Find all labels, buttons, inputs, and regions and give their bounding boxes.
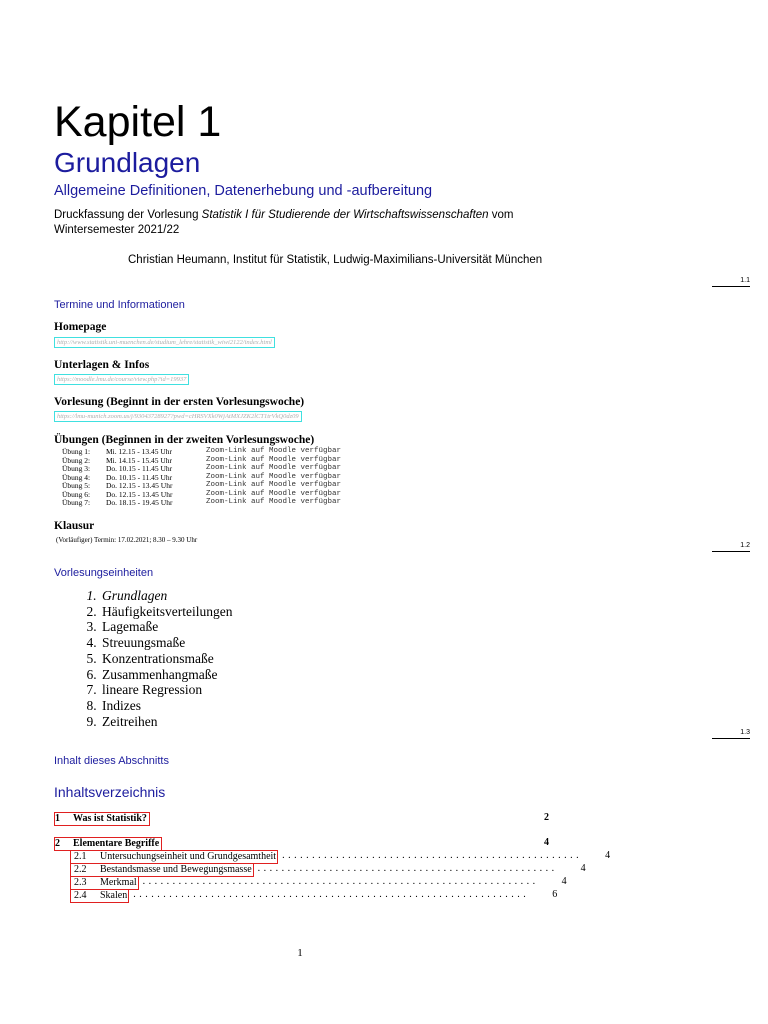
print-note-course: Statistik I für Studierende der Wirtschaftswissenschaften: [201, 209, 489, 221]
author-line: Christian Heumann, Institut für Statistik, Ludwig-Maximilians-Universität München: [128, 254, 543, 266]
list-item: 3. Lagemaße: [100, 619, 232, 635]
klausur-date: (Vorläufiger) Termin: 17.02.2021; 8.30 – 9.30 Uhr: [56, 536, 198, 544]
toc-subsection-entry[interactable]: [70, 876, 567, 890]
slide-number: 1.2: [740, 542, 750, 549]
print-note: [54, 208, 574, 238]
toc-subsection-title: Untersuchungseinheit und Grundgesamtheit: [100, 851, 277, 862]
toc-section-title: Was ist Statistik?: [73, 813, 147, 824]
uebung-info: Zoom-Link auf Moodle verfügbar: [206, 455, 342, 464]
toc-section-entry[interactable]: [54, 837, 549, 851]
homepage-heading: Homepage: [54, 321, 107, 333]
toc-link[interactable]: [54, 812, 150, 826]
uebung-info: Zoom-Link auf Moodle verfügbar: [206, 464, 342, 472]
list-item: 2. Häufigkeitsverteilungen: [100, 604, 232, 620]
toc-link[interactable]: [70, 876, 139, 890]
lecture-units-list: [82, 588, 232, 729]
toc-page: 2: [544, 812, 549, 823]
list-item: 9. Zeitreihen: [100, 714, 232, 730]
uebungen-heading: Übungen (Beginnen in der zweiten Vorlesungswoche): [54, 434, 315, 446]
list-item: 1. Grundlagen: [100, 588, 232, 604]
uebung-name: Übung 2:: [62, 455, 91, 465]
print-note-prefix: Druckfassung der Vorlesung: [54, 209, 202, 221]
homepage-link[interactable]: http://www.statistik.uni-muenchen.de/studium_lehre/statistik_wiwi2122/index.html: [54, 337, 275, 348]
toc-page: 6: [552, 889, 558, 900]
zoom-link[interactable]: https://lmu-munich.zoom.us/j/93043728927?pwd=cHRSVXk0WjAtMXJZK2lCT1trVkQ0dz09: [54, 411, 302, 422]
toc-leader: ..................................................................: [142, 876, 539, 887]
toc-section-entry[interactable]: [54, 812, 549, 826]
slide-separator: [712, 738, 750, 739]
toc-link[interactable]: [70, 863, 254, 877]
section-title-inhalt: Inhalt dieses Abschnitts: [54, 755, 169, 767]
section-title-termine: Termine und Informationen: [54, 299, 185, 311]
toc-number: 1: [55, 813, 60, 824]
toc-number: 2.3: [74, 877, 87, 888]
uebung-info: Zoom-Link auf Moodle verfügbar: [206, 481, 342, 489]
list-item: 6. Zusammenhangmaße: [100, 667, 232, 683]
uebung-time: Do. 18.15 - 19.45 Uhr: [106, 498, 173, 507]
uebung-time: Do. 10.15 - 11.45 Uhr: [106, 472, 173, 482]
uebung-name: Übung 4:: [62, 472, 91, 482]
toc-page: 4: [605, 850, 611, 861]
print-note-suffix: vom Wintersemester 2021/22: [54, 209, 514, 236]
uebung-name: Übung 5:: [62, 481, 91, 490]
toc-subsection-title: Bestandsmasse und Bewegungsmasse: [100, 864, 252, 875]
toc-page: 4: [580, 863, 586, 874]
chapter-subtitle-secondary: Allgemeine Definitionen, Datenerhebung und -aufbereitung: [54, 183, 433, 199]
uebung-time: Mi. 12.15 - 13.45 Uhr: [106, 447, 173, 456]
uebung-name: Übung 1:: [62, 447, 91, 456]
toc-page: 4: [544, 837, 549, 848]
toc-number: 2.2: [74, 864, 87, 875]
slide-separator: [712, 551, 750, 552]
toc-subsection-title: Merkmal: [100, 877, 137, 888]
toc-subsection-entry[interactable]: [70, 889, 558, 903]
toc-subsection-title: Skalen: [100, 890, 128, 901]
section-title-einheiten: Vorlesungseinheiten: [54, 567, 154, 579]
toc-number: 2: [55, 838, 60, 849]
moodle-link[interactable]: https://moodle.lmu.de/course/view.php?id=19937: [54, 374, 189, 385]
uebung-info: Zoom-Link auf Moodle verfügbar: [206, 498, 342, 506]
uebung-name: Übung 7:: [62, 498, 91, 507]
chapter-title: Kapitel 1: [54, 98, 222, 146]
uebung-time: Do. 12.15 - 13.45 Uhr: [106, 489, 173, 499]
toc-leader: ..................................................................: [133, 889, 530, 900]
toc-link[interactable]: [70, 850, 278, 864]
toc-subsection-entry[interactable]: [70, 863, 586, 877]
toc-subsection-entry[interactable]: [70, 850, 611, 864]
toc-link[interactable]: [70, 889, 129, 903]
slide-number: 1.3: [740, 729, 750, 736]
toc-leader: ..................................................: [257, 863, 558, 874]
unterlagen-heading: Unterlagen & Infos: [54, 359, 150, 371]
uebung-info: Zoom-Link auf Moodle verfügbar: [206, 472, 342, 481]
slide-separator: [712, 286, 750, 287]
slide-number: 1.1: [740, 277, 750, 284]
toc-leader: ..................................................: [282, 850, 583, 861]
toc-page: 4: [561, 876, 567, 887]
toc-title: Inhaltsverzeichnis: [54, 784, 166, 800]
list-item: 8. Indizes: [100, 698, 232, 714]
toc-number: 2.4: [74, 890, 87, 901]
page-number: 1: [297, 947, 303, 959]
klausur-heading: Klausur: [54, 520, 95, 532]
toc-link[interactable]: [54, 837, 162, 851]
list-item: 4. Streuungsmaße: [100, 635, 232, 651]
uebung-info: Zoom-Link auf Moodle verfügbar: [206, 447, 342, 455]
toc-section-title: Elementare Begriffe: [73, 838, 160, 849]
uebung-name: Übung 3:: [62, 464, 91, 473]
uebung-time: Do. 10.15 - 11.45 Uhr: [106, 464, 173, 473]
list-item: 5. Konzentrationsmaße: [100, 651, 232, 667]
list-item: 7. lineare Regression: [100, 682, 232, 698]
toc-number: 2.1: [74, 851, 87, 862]
uebung-info: Zoom-Link auf Moodle verfügbar: [206, 489, 342, 498]
vorlesung-heading: Vorlesung (Beginnt in der ersten Vorlesungswoche): [54, 396, 305, 408]
uebung-time: Mi. 14.15 - 15.45 Uhr: [106, 455, 173, 465]
uebung-time: Do. 12.15 - 13.45 Uhr: [106, 481, 173, 490]
chapter-subtitle: Grundlagen: [54, 147, 201, 178]
uebung-name: Übung 6:: [62, 489, 91, 499]
